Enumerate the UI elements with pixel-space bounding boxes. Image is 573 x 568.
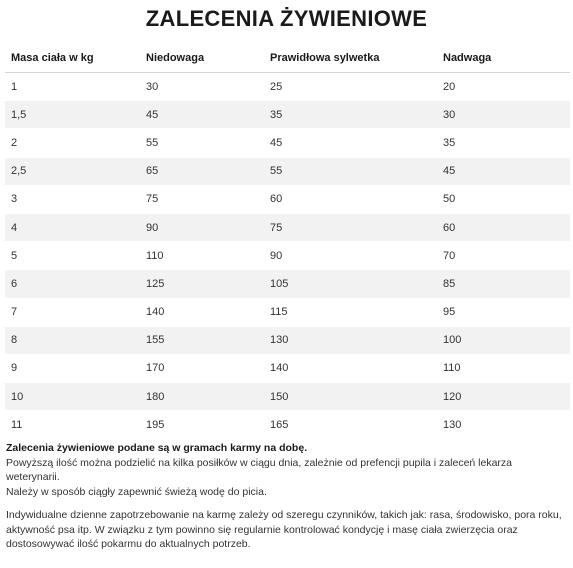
cell-normal-weight: 75 (264, 213, 437, 241)
table-row (5, 298, 570, 326)
cell-body-weight: 1 (5, 73, 140, 101)
notes-line-1: Powyższą ilość można podzielić na kilka posiłków w ciągu dnia, zależnie od prefencji pupila i zaleceń lekarza weterynarii. (6, 456, 513, 483)
cell-overweight: 120 (437, 383, 570, 411)
cell-overweight: 50 (437, 185, 570, 213)
page-title: ZALECENIA ŻYWIENIOWE (145, 6, 428, 31)
notes-spacer (6, 499, 566, 508)
cell-normal-weight: 35 (264, 101, 437, 129)
cell-body-weight: 3 (5, 185, 140, 213)
cell-overweight: 85 (437, 270, 570, 298)
cell-underweight: 55 (140, 129, 264, 157)
cell-underweight: 140 (140, 298, 264, 326)
cell-overweight: 60 (437, 213, 570, 241)
cell-body-weight: 2 (5, 129, 140, 157)
cell-underweight: 45 (140, 101, 264, 129)
table-row (5, 242, 570, 270)
cell-overweight: 130 (437, 411, 570, 439)
cell-underweight: 110 (140, 242, 264, 270)
cell-overweight: 20 (437, 73, 570, 101)
notes-lead: Zalecenia żywieniowe podane są w gramach karmy na dobę. (6, 442, 308, 454)
cell-normal-weight: 115 (264, 298, 437, 326)
cell-overweight: 45 (437, 157, 570, 185)
cell-normal-weight: 60 (264, 185, 437, 213)
cell-normal-weight: 105 (264, 270, 437, 298)
header-normal-weight: Prawidłowa sylwetka (264, 44, 437, 73)
cell-underweight: 75 (140, 185, 264, 213)
cell-body-weight: 5 (5, 242, 140, 270)
table-row (5, 326, 570, 354)
cell-underweight: 195 (140, 411, 264, 439)
cell-normal-weight: 165 (264, 411, 437, 439)
cell-underweight: 65 (140, 157, 264, 185)
table-header-row (5, 44, 570, 73)
table-row (5, 185, 570, 213)
table-row (5, 129, 570, 157)
cell-normal-weight: 55 (264, 157, 437, 185)
table-row (5, 354, 570, 382)
cell-underweight: 90 (140, 213, 264, 241)
header-overweight: Nadwaga (437, 44, 570, 73)
cell-body-weight: 9 (5, 354, 140, 382)
table-body (5, 73, 570, 439)
cell-normal-weight: 45 (264, 129, 437, 157)
cell-body-weight: 4 (5, 213, 140, 241)
table-row (5, 101, 570, 129)
feeding-table (5, 44, 570, 439)
table-row (5, 157, 570, 185)
header-underweight: Niedowaga (140, 44, 264, 73)
feeding-notes (6, 441, 566, 552)
cell-body-weight: 8 (5, 326, 140, 354)
cell-body-weight: 7 (5, 298, 140, 326)
cell-overweight: 35 (437, 129, 570, 157)
notes-paragraph-2: Indywidualne dzienne zapotrzebowanie na karmę zależy od szeregu czynników, takich jak: rasa, środowisko, pora roku, aktywność psa itp. W związku z tym powinno się regularnie kontrolować kondycję i masę ciała zwierzęcia oraz dostosowywać ilość pokarmu do aktualnych potrzeb. (6, 509, 562, 550)
cell-normal-weight: 90 (264, 242, 437, 270)
cell-overweight: 70 (437, 242, 570, 270)
cell-overweight: 30 (437, 101, 570, 129)
notes-line-2: Należy w sposób ciągły zapewnić świeżą wodę do picia. (6, 485, 267, 498)
cell-body-weight: 10 (5, 383, 140, 411)
cell-normal-weight: 140 (264, 354, 437, 382)
cell-normal-weight: 130 (264, 326, 437, 354)
cell-body-weight: 11 (5, 411, 140, 439)
cell-body-weight: 2,5 (5, 157, 140, 185)
cell-underweight: 170 (140, 354, 264, 382)
cell-underweight: 30 (140, 73, 264, 101)
table-row (5, 411, 570, 439)
table-row (5, 270, 570, 298)
table-row (5, 73, 570, 101)
table-row (5, 383, 570, 411)
cell-body-weight: 6 (5, 270, 140, 298)
header-body-weight: Masa ciała w kg (5, 44, 140, 73)
cell-normal-weight: 150 (264, 383, 437, 411)
cell-underweight: 155 (140, 326, 264, 354)
cell-underweight: 180 (140, 383, 264, 411)
cell-body-weight: 1,5 (5, 101, 140, 129)
table-row (5, 213, 570, 241)
cell-overweight: 100 (437, 326, 570, 354)
cell-underweight: 125 (140, 270, 264, 298)
cell-overweight: 95 (437, 298, 570, 326)
cell-normal-weight: 25 (264, 73, 437, 101)
cell-overweight: 110 (437, 354, 570, 382)
